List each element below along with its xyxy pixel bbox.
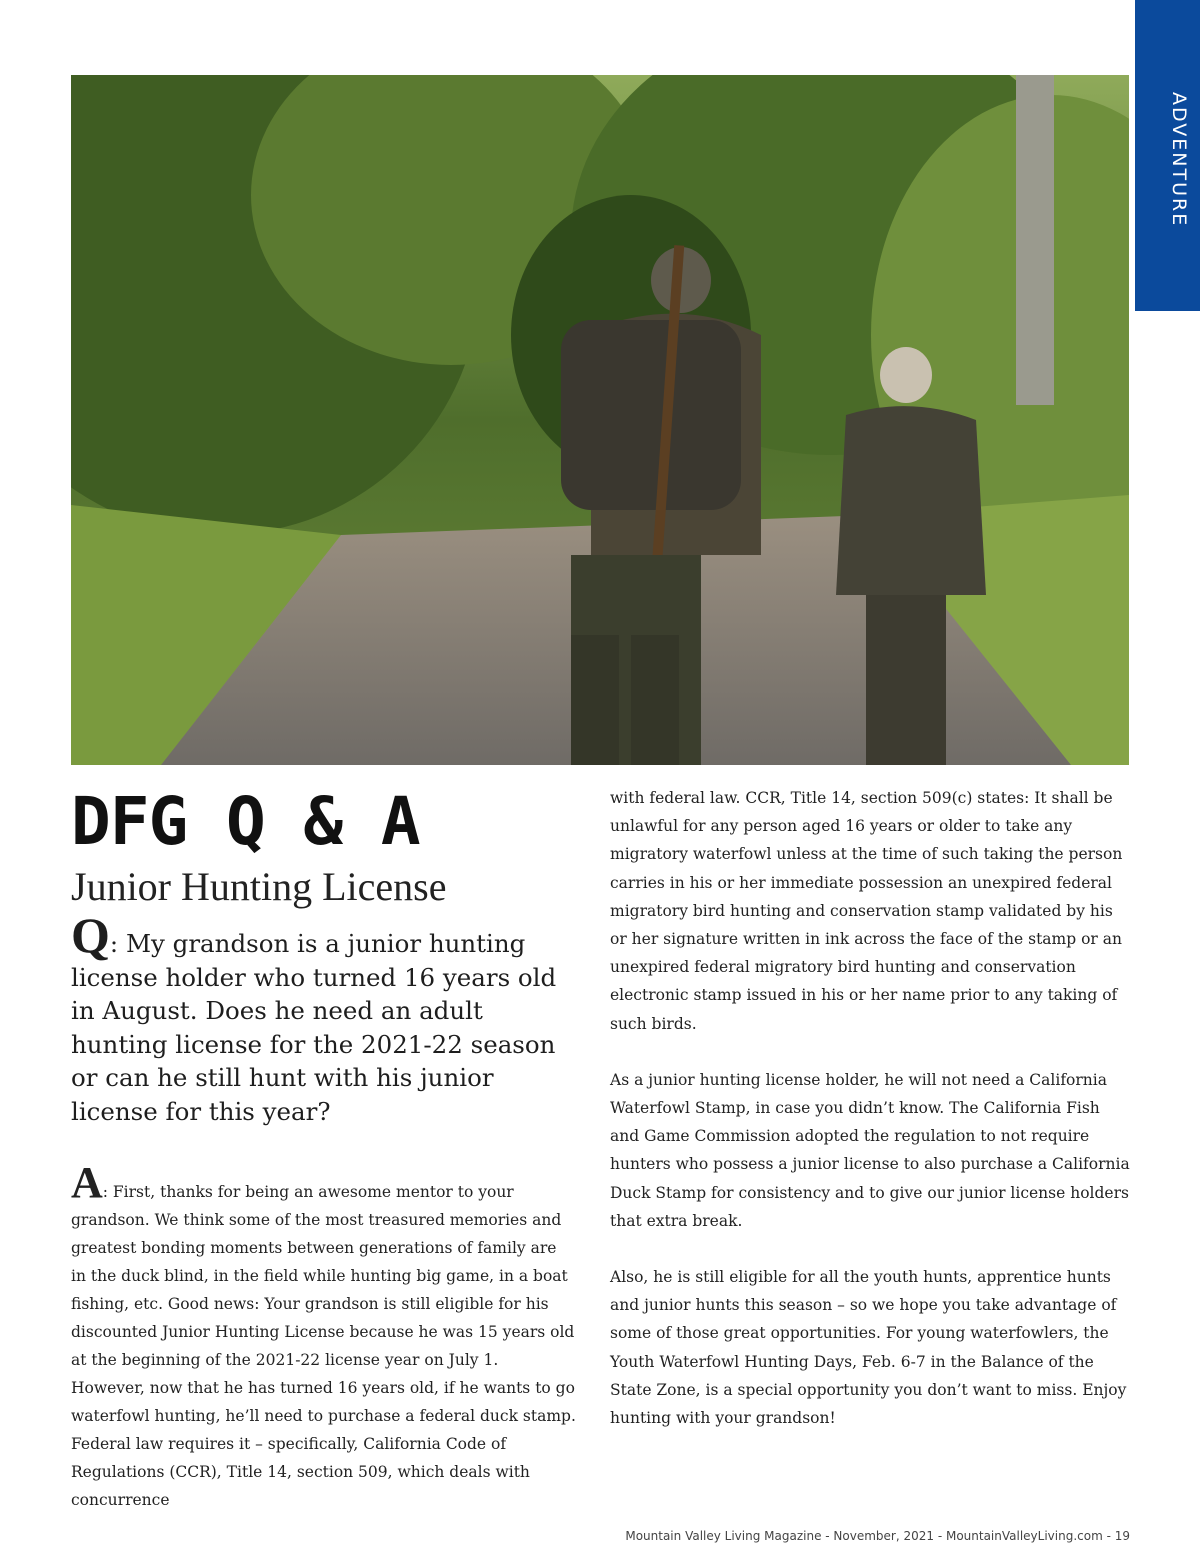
- left-column: [71, 783, 576, 1514]
- answer-letter: A: [71, 1158, 103, 1207]
- body-paragraph: Also, he is still eligible for all the youth hunts, apprentice hunts and junior hunts this season – so we hope you take advantage of some of those great opportunities. For young waterfowlers, the Youth Waterfowl Hunting Days, Feb. 6-7 in the Balance of the State Zone, is a special opportunity you don’t want to miss. Enjoy hunting with your grandson!: [610, 1268, 1127, 1428]
- hunters-walking-photo: [71, 75, 1129, 765]
- body-paragraph: with federal law. CCR, Title 14, section 509(c) states: It shall be unlawful for any person aged 16 years or older to take any migratory waterfowl unless at the time of such taking the person carries in his or her immediate possession an unexpired federal migratory bird hunting and conservation stamp validated by his or her signature written in ink across the face of the stamp or an unexpired federal migratory bird hunting and conservation electronic stamp issued in his or her name prior to any taking of such birds.: [610, 789, 1123, 1033]
- answer-text: : First, thanks for being an awesome mentor to your grandson. We think some of the most treasured memories and greatest bonding moments between generations of family are in the duck blind, in the field while hunting big game, in a boat fishing, etc. Good news: Your grandson is still eligible for his discounted Junior Hunting License because he was 15 years old at the beginning of the 2021-22 license year on July 1. However, now that he has turned 16 years old, if he wants to go waterfowl hunting, he’ll need to purchase a federal duck stamp. Federal law requires it – specifically, California Code of Regulations (CCR), Title 14, section 509, which deals with concurrence: [71, 1183, 576, 1509]
- question-letter: Q: [71, 907, 110, 963]
- right-column: [610, 784, 1130, 1460]
- article-headline: Junior Hunting License: [71, 864, 447, 909]
- body-paragraph: As a junior hunting license holder, he will not need a California Waterfowl Stamp, in case you didn’t know. The California Fish and Game Commission adopted the regulation to not require hunters who possess a junior license to also purchase a California Duck Stamp for consistency and to give our junior license holders that extra break.: [610, 1070, 1130, 1230]
- answer-paragraph: [71, 1158, 576, 1514]
- question-text: : My grandson is a junior hunting license holder who turned 16 years old in August. Does he need an adult hunting license for the 2021-22 season or can he still hunt with his junior license for this year?: [71, 929, 557, 1126]
- section-tab-label: ADVENTURE: [1168, 92, 1190, 228]
- article-kicker: DFG Q & A: [71, 783, 420, 860]
- question-paragraph: [71, 907, 576, 1128]
- hero-photo: [71, 75, 1129, 765]
- page-footer: Mountain Valley Living Magazine - November, 2021 - MountainValleyLiving.com - 19: [625, 1529, 1130, 1543]
